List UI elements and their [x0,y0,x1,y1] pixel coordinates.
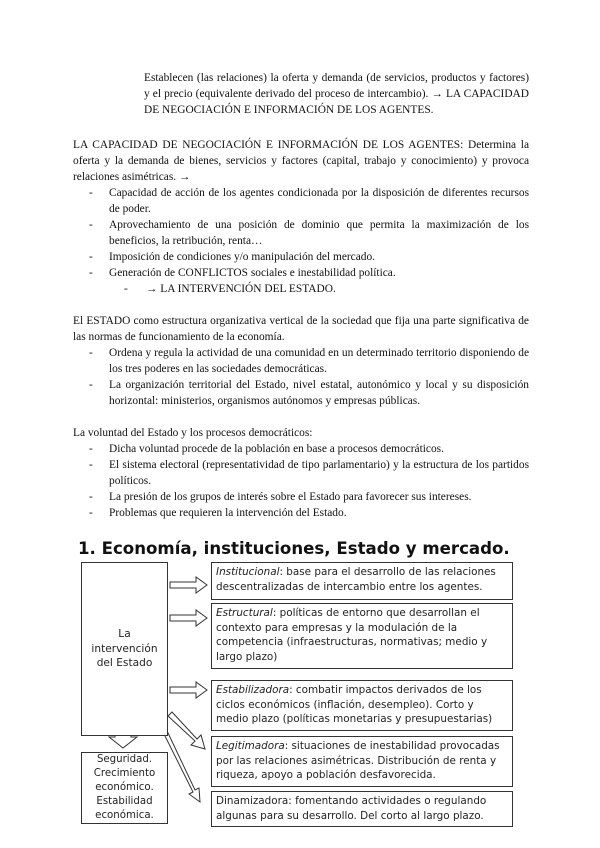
function-desc: : combatir impactos derivados de los ciclos económicos (inflación, desempleo). Corto y medio plazo (políticas monetarias y presupuestarias) [216,684,493,725]
list-item: - La organización territorial del Estado, nivel estatal, autonómico y local y su disposición horizontal: ministerios, organismos autónomos y empresas públicas. [73,377,529,409]
intervention-line: del Estado [96,657,153,670]
list-item: - Ordena y regula la actividad de una comunidad en un determinado territorio disponiendo de los tres poderes en las sociedades democráticas. [73,345,529,377]
arrow-right-icon [170,577,207,593]
function-desc: : fomentando actividades o regulando algunas para su desarrollo. Del corto al largo plazo. [216,795,487,822]
outcome-line: Estabilidad [96,796,153,807]
paragraph-capacidad-negociacion: LA CAPACIDAD DE NEGOCIACIÓN E INFORMACIÓN DE LOS AGENTES: Determina la oferta y la demanda de bienes, servicios y factores (capital, trabajo y conocimiento) y provoca relaciones asimétricas. → [73,139,529,183]
list-item: - Capacidad de acción de los agentes condicionada por la disposición de diferentes recursos de poder. [73,185,529,217]
sub-item-text: → LA INTERVENCIÓN DEL ESTADO. [146,283,336,295]
arrow-right-icon [170,610,207,626]
arrow-diagonal-icon [168,712,205,749]
function-desc: : políticas de entorno que desarrollan el contexto para empresas y la modulación de la competencia (infraestructuras, normativas; medio y largo plazo) [216,607,488,663]
paragraph-estado: El ESTADO como estructura organizativa vertical de la sociedad que fija una parte significativa de las normas de funcionamiento de la economía. [73,315,529,343]
function-box-institucional [211,562,513,600]
paragraph-oferta-demanda: Establecen (las relaciones) la oferta y demanda (de servicios, productos y factores) y el precio (equivalente derivado del proceso de intercambio). → LA CAPACIDAD DE NEGOCIACIÓN E INFORMACIÓN DE LOS AGENTES. [144,72,529,116]
function-term: Legitimadora [216,740,285,752]
outcome-line: económica. [95,810,154,821]
intervention-box [81,562,168,736]
function-box-legitimadora [211,736,513,787]
function-box-estructural [211,603,513,669]
function-box-estabilizadora [211,680,513,731]
function-term: Estabilizadora [216,684,290,696]
list-item: - Aprovechamiento de una posición de dominio que permita la maximización de los beneficios, la retribución, renta… [73,217,529,249]
list-item: - Problemas que requieren la intervención del Estado. [73,505,529,521]
function-desc: : situaciones de inestabilidad provocadas por las relaciones asimétricas. Distribución de renta y riqueza, apoyo a población desfavorecida. [216,740,500,781]
outcome-line: económico. [95,782,154,793]
intervention-line: intervención [91,642,158,655]
list-item: - Dicha voluntad procede de la población en base a procesos democráticos. [73,441,529,457]
list-item: - Imposición de condiciones y/o manipulación del mercado. [73,249,529,265]
function-desc: : base para el desarrollo de las relaciones descentralizadas de intercambio entre los agentes. [216,566,496,593]
intervention-line: La [118,628,131,641]
list-item: - El sistema electoral (representatividad de tipo parlamentario) y la estructura de los partidos políticos. [73,457,529,489]
outcome-line: Crecimiento [93,768,156,779]
diagram-heading: 1. Economía, instituciones, Estado y mercado. [78,539,510,558]
function-box-dinamizadora [211,791,513,827]
function-term: Dinamizadora [216,795,289,807]
outcome-line: Seguridad. [96,754,153,765]
function-term: Institucional [216,566,280,578]
outcome-box [81,752,168,824]
list-item: - Generación de CONFLICTOS sociales e inestabilidad política. [73,265,529,281]
list-item: - La presión de los grupos de interés sobre el Estado para favorecer sus intereses. [73,489,529,505]
sub-item-dash: - [124,283,128,295]
paragraph-voluntad: La voluntad del Estado y los procesos democráticos: [73,427,313,439]
function-term: Estructural [216,607,273,619]
arrow-right-icon [170,682,207,698]
